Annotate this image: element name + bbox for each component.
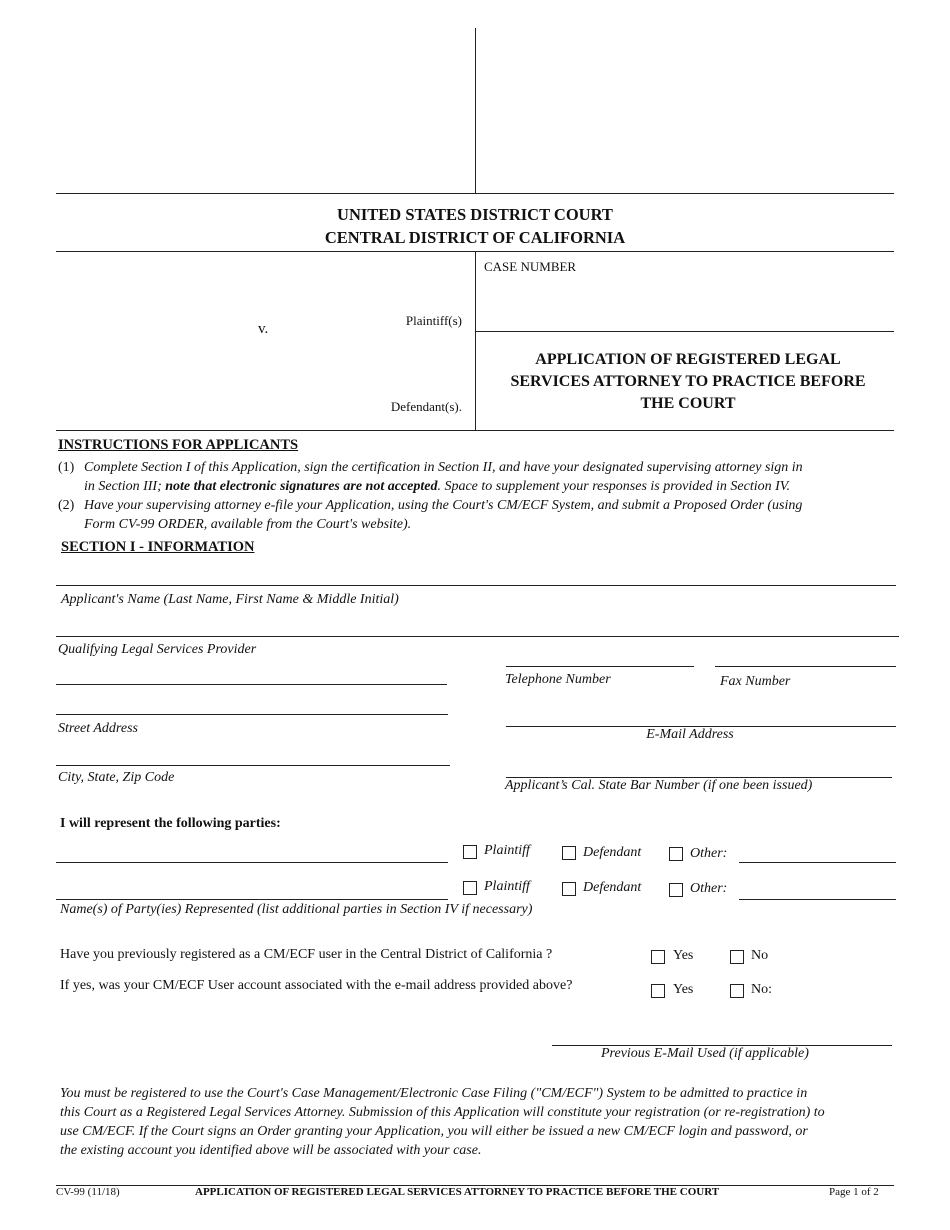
form-title-line-1: APPLICATION OF REGISTERED LEGAL — [535, 351, 841, 368]
instruction-1-emphasis: note that electronic signatures are not accepted — [165, 479, 438, 494]
fax-label: Fax Number — [720, 674, 791, 689]
party-1-plaintiff-checkbox[interactable] — [463, 845, 477, 859]
telephone-field-line[interactable] — [506, 666, 694, 667]
instruction-1-line-1: Complete Section I of this Application, sign the certification in Section II, and have your designated supervising attorney sign in — [84, 460, 803, 475]
form-title — [478, 349, 898, 415]
previous-email-label: Previous E-Mail Used (if applicable) — [601, 1046, 809, 1061]
q1-no-checkbox[interactable] — [730, 950, 744, 964]
caption-bottom-rule — [56, 430, 894, 431]
instruction-1-line-2-post: . Space to supplement your responses is provided in Section IV. — [437, 479, 791, 494]
applicant-name-line[interactable] — [56, 585, 896, 586]
registration-notice — [60, 1084, 900, 1160]
city-state-zip-line[interactable] — [56, 765, 450, 766]
instructions-heading: INSTRUCTIONS FOR APPLICANTS — [58, 437, 299, 453]
q1-yes-label: Yes — [673, 948, 694, 963]
party-1-defendant-label: Defendant — [583, 845, 642, 860]
court-line-2: CENTRAL DISTRICT OF CALIFORNIA — [324, 228, 626, 247]
city-state-zip-label: City, State, Zip Code — [58, 770, 175, 785]
provider-top-line — [56, 636, 899, 637]
party-2-other-field-line[interactable] — [739, 899, 896, 900]
cmecf-question-2: If yes, was your CM/ECF User account associated with the e-mail address provided above? — [60, 978, 573, 993]
bar-number-label: Applicant’s Cal. State Bar Number (if one been issued) — [505, 778, 813, 793]
notice-line-4: the existing account you identified above will be associated with your case. — [60, 1143, 482, 1158]
q1-no-label: No — [751, 948, 769, 963]
street-address-label: Street Address — [58, 721, 138, 736]
q1-yes-checkbox[interactable] — [651, 950, 665, 964]
party-2-other-label: Other: — [690, 881, 728, 896]
footer-title: APPLICATION OF REGISTERED LEGAL SERVICES ATTORNEY TO PRACTICE BEFORE THE COURT — [195, 1186, 720, 1198]
instruction-2-number: (2) — [58, 498, 75, 513]
party-name-line-2[interactable] — [56, 899, 448, 900]
party-1-defendant-checkbox[interactable] — [562, 846, 576, 860]
provider-label: Qualifying Legal Services Provider — [58, 642, 257, 657]
top-divider-vertical — [475, 28, 476, 194]
instruction-2-line-2: Form CV-99 ORDER, available from the Court's website). — [84, 517, 412, 532]
court-name — [56, 203, 894, 249]
case-number-bottom-rule — [475, 331, 894, 332]
party-2-defendant-checkbox[interactable] — [562, 882, 576, 896]
instruction-1-number: (1) — [58, 460, 75, 475]
notice-line-2: this Court as a Registered Legal Services Attorney. Submission of this Application will constitute your registration (or re-registration) to — [60, 1105, 825, 1120]
cmecf-question-1: Have you previously registered as a CM/ECF user in the Central District of California ? — [60, 947, 553, 962]
q2-yes-label: Yes — [673, 982, 694, 997]
party-name-line-1[interactable] — [56, 862, 448, 863]
plaintiffs-label: Plaintiff(s) — [405, 313, 462, 328]
party-2-plaintiff-label: Plaintiff — [484, 879, 530, 894]
party-1-other-checkbox[interactable] — [669, 847, 683, 861]
q2-no-checkbox[interactable] — [730, 984, 744, 998]
party-1-other-label: Other: — [690, 846, 728, 861]
party-1-other-field-line[interactable] — [739, 862, 896, 863]
instruction-1-line-2 — [84, 479, 790, 495]
instruction-1-line-2-pre: in Section III; — [84, 479, 162, 494]
form-title-line-2: SERVICES ATTORNEY TO PRACTICE BEFORE — [510, 373, 866, 390]
applicant-name-label: Applicant's Name (Last Name, First Name & Middle Initial) — [61, 592, 399, 607]
caption-divider-vertical — [475, 251, 476, 431]
telephone-label: Telephone Number — [505, 672, 611, 687]
party-2-defendant-label: Defendant — [583, 880, 642, 895]
footer-form-id: CV-99 (11/18) — [56, 1186, 120, 1198]
instruction-2-line-1: Have your supervising attorney e-file your Application, using the Court's CM/ECF System, and submit a Proposed Order (using — [84, 498, 803, 513]
section-1-heading: SECTION I - INFORMATION — [61, 539, 255, 555]
party-2-plaintiff-checkbox[interactable] — [463, 881, 477, 895]
notice-line-3: use CM/ECF. If the Court signs an Order granting your Application, you will either be issued a new CM/ECF login and password, or — [60, 1124, 808, 1139]
party-1-plaintiff-label: Plaintiff — [484, 843, 530, 858]
party-2-other-checkbox[interactable] — [669, 883, 683, 897]
case-number-label: CASE NUMBER — [484, 259, 577, 274]
street-address-line[interactable] — [56, 714, 448, 715]
court-line-1: UNITED STATES DISTRICT COURT — [337, 205, 613, 224]
defendants-label: Defendant(s). — [390, 399, 462, 414]
represent-parties-heading: I will represent the following parties: — [60, 816, 281, 831]
parties-note: Name(s) of Party(ies) Represented (list additional parties in Section IV if necessary) — [60, 902, 533, 917]
form-title-line-3: THE COURT — [640, 395, 736, 412]
q2-yes-checkbox[interactable] — [651, 984, 665, 998]
email-label: E-Mail Address — [646, 727, 734, 742]
provider-field-line[interactable] — [56, 684, 447, 685]
notice-line-1: You must be registered to use the Court's Case Management/Electronic Case Filing ("CM/ECF") System to be admitted to practice in — [60, 1086, 808, 1101]
footer-page-number: Page 1 of 2 — [829, 1186, 879, 1198]
fax-field-line[interactable] — [715, 666, 896, 667]
q2-no-label: No: — [751, 982, 772, 997]
header-top-rule — [56, 193, 894, 194]
versus-label: v. — [258, 321, 269, 337]
